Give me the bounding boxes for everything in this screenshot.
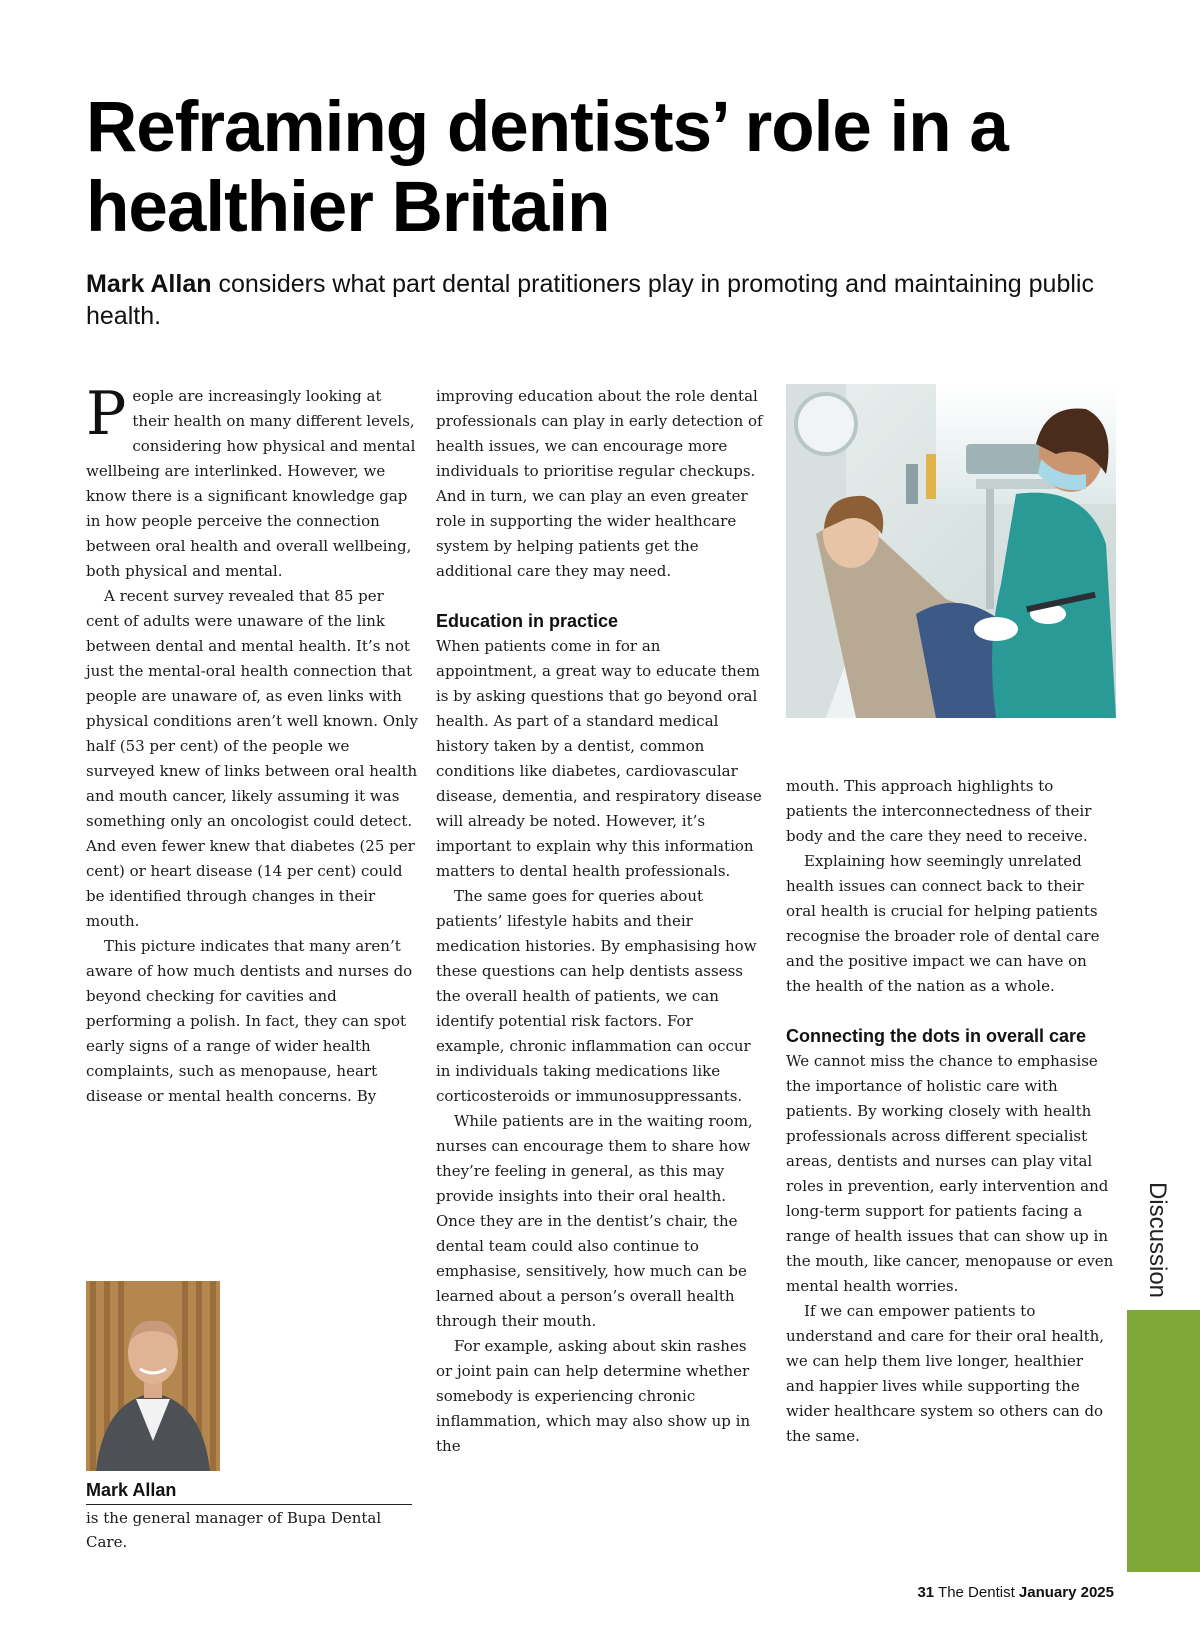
paragraph-4: improving education about the role dental professionals can play in early detection of health issues, we can encourage more individuals to prioritise regular checkups. And in turn, we can play an even greater role in supporting the wider healthcare system by helping patients get the additional care they may need.: [436, 387, 763, 580]
subheading-connecting: Connecting the dots in overall care: [786, 1026, 1087, 1046]
paragraph-1: People are increasingly looking at their health on many different levels, considering how physical and mental wellbeing are interlinked. However, we know there is a significant knowledge gap in how people perceive the connection between oral health and overall wellbeing, both physical and mental.: [86, 379, 416, 580]
author-divider: [86, 1504, 412, 1505]
article-column-3: [786, 774, 1116, 1449]
headline: Reframing dentists’ role in a healthier Britain: [86, 88, 1008, 247]
section-color-bar: [1127, 1310, 1200, 1572]
paragraph-3: This picture indicates that many aren’t aware of how much dentists and nurses do beyond checking for cavities and performing a polish. In fact, they can spot early signs of a range of wider health complaints, such as menopause, heart disease or mental health concerns. By: [86, 937, 413, 1105]
author-photo: [86, 1281, 220, 1471]
paragraph-6: The same goes for queries about patients’ lifestyle habits and their medication histories. By emphasising how these questions can help dentists assess the overall health of patients, we can identify potential risk factors. For example, chronic inflammation can occur in individuals taking medications like corticosteroids or immunosuppressants.: [436, 887, 757, 1105]
author-name: Mark Allan: [86, 1480, 177, 1500]
author-portrait-image: [86, 1281, 220, 1471]
article-column-2: [436, 384, 766, 1459]
section-label: Discussion: [1144, 1181, 1171, 1299]
page-number: 31: [917, 1584, 935, 1601]
paragraph-7: While patients are in the waiting room, nurses can encourage them to share how they’re feeling in general, as this may provide insights into their oral health. Once they are in the dentist’s chair, the dental team could also continue to emphasise, sensitively, how much can be learned about a person’s overall health through their mouth.: [436, 1112, 753, 1330]
paragraph-8: For example, asking about skin rashes or joint pain can help determine whether somebody is experiencing chronic inflammation, which may also show up in the: [436, 1337, 751, 1455]
issue-date: January 2025: [1018, 1584, 1114, 1601]
standfirst-author: Mark Allan: [86, 270, 212, 298]
standfirst-text: considers what part dental pratitioners play in promoting and maintaining public health.: [86, 270, 1094, 330]
page-footer: [900, 1584, 1114, 1601]
subheading-education: Education in practice: [436, 611, 619, 631]
paragraph-10: Explaining how seemingly unrelated health issues can connect back to their oral health is crucial for helping patients recognise the broader role of dental care and the positive impact we can have on the health of the nation as a whole.: [786, 852, 1100, 995]
standfirst: [86, 268, 1126, 332]
paragraph-2: A recent survey revealed that 85 per cent of adults were unaware of the link between dental and mental health. It’s not just the mental-oral health connection that people are unaware of, as even links with physical conditions aren’t well known. Only half (53 per cent) of the people we surveyed knew of links between oral health and mouth cancer, likely assuming it was something only an oncologist could detect. And even fewer knew that diabetes (25 per cent) or heart disease (14 per cent) could be identified through changes in their mouth.: [86, 587, 418, 930]
section-tab: [1137, 1170, 1177, 1310]
publication-name: The Dentist: [938, 1584, 1015, 1601]
dental-photo: [786, 384, 1116, 718]
paragraph-11: We cannot miss the chance to emphasise the importance of holistic care with patients. By working closely with health professionals across different specialist areas, dentists and nurses can play vital roles in prevention, early intervention and long-term support for patients facing a range of health issues that can show up in the mouth, like cancer, menopause or even mental health worries.: [786, 1052, 1114, 1295]
paragraph-5: When patients come in for an appointment, a great way to educate them is by asking questions that go beyond oral health. As part of a standard medical history taken by a dentist, common conditions like diabetes, cardiovascular disease, dementia, and respiratory disease will already be noted. However, it’s important to explain why this information matters to dental health professionals.: [436, 637, 762, 880]
article-column-1: [86, 379, 418, 1109]
paragraph-9: mouth. This approach highlights to patients the interconnectedness of their body and the care they need to receive.: [786, 777, 1092, 845]
author-bio: is the general manager of Bupa Dental Care.: [86, 1509, 382, 1551]
paragraph-12: If we can empower patients to understand and care for their oral health, we can help them live longer, healthier and happier lives while supporting the wider healthcare system so others can do the same.: [786, 1302, 1105, 1445]
drop-cap: P: [86, 379, 127, 449]
dental-scene-image: [786, 384, 1116, 718]
